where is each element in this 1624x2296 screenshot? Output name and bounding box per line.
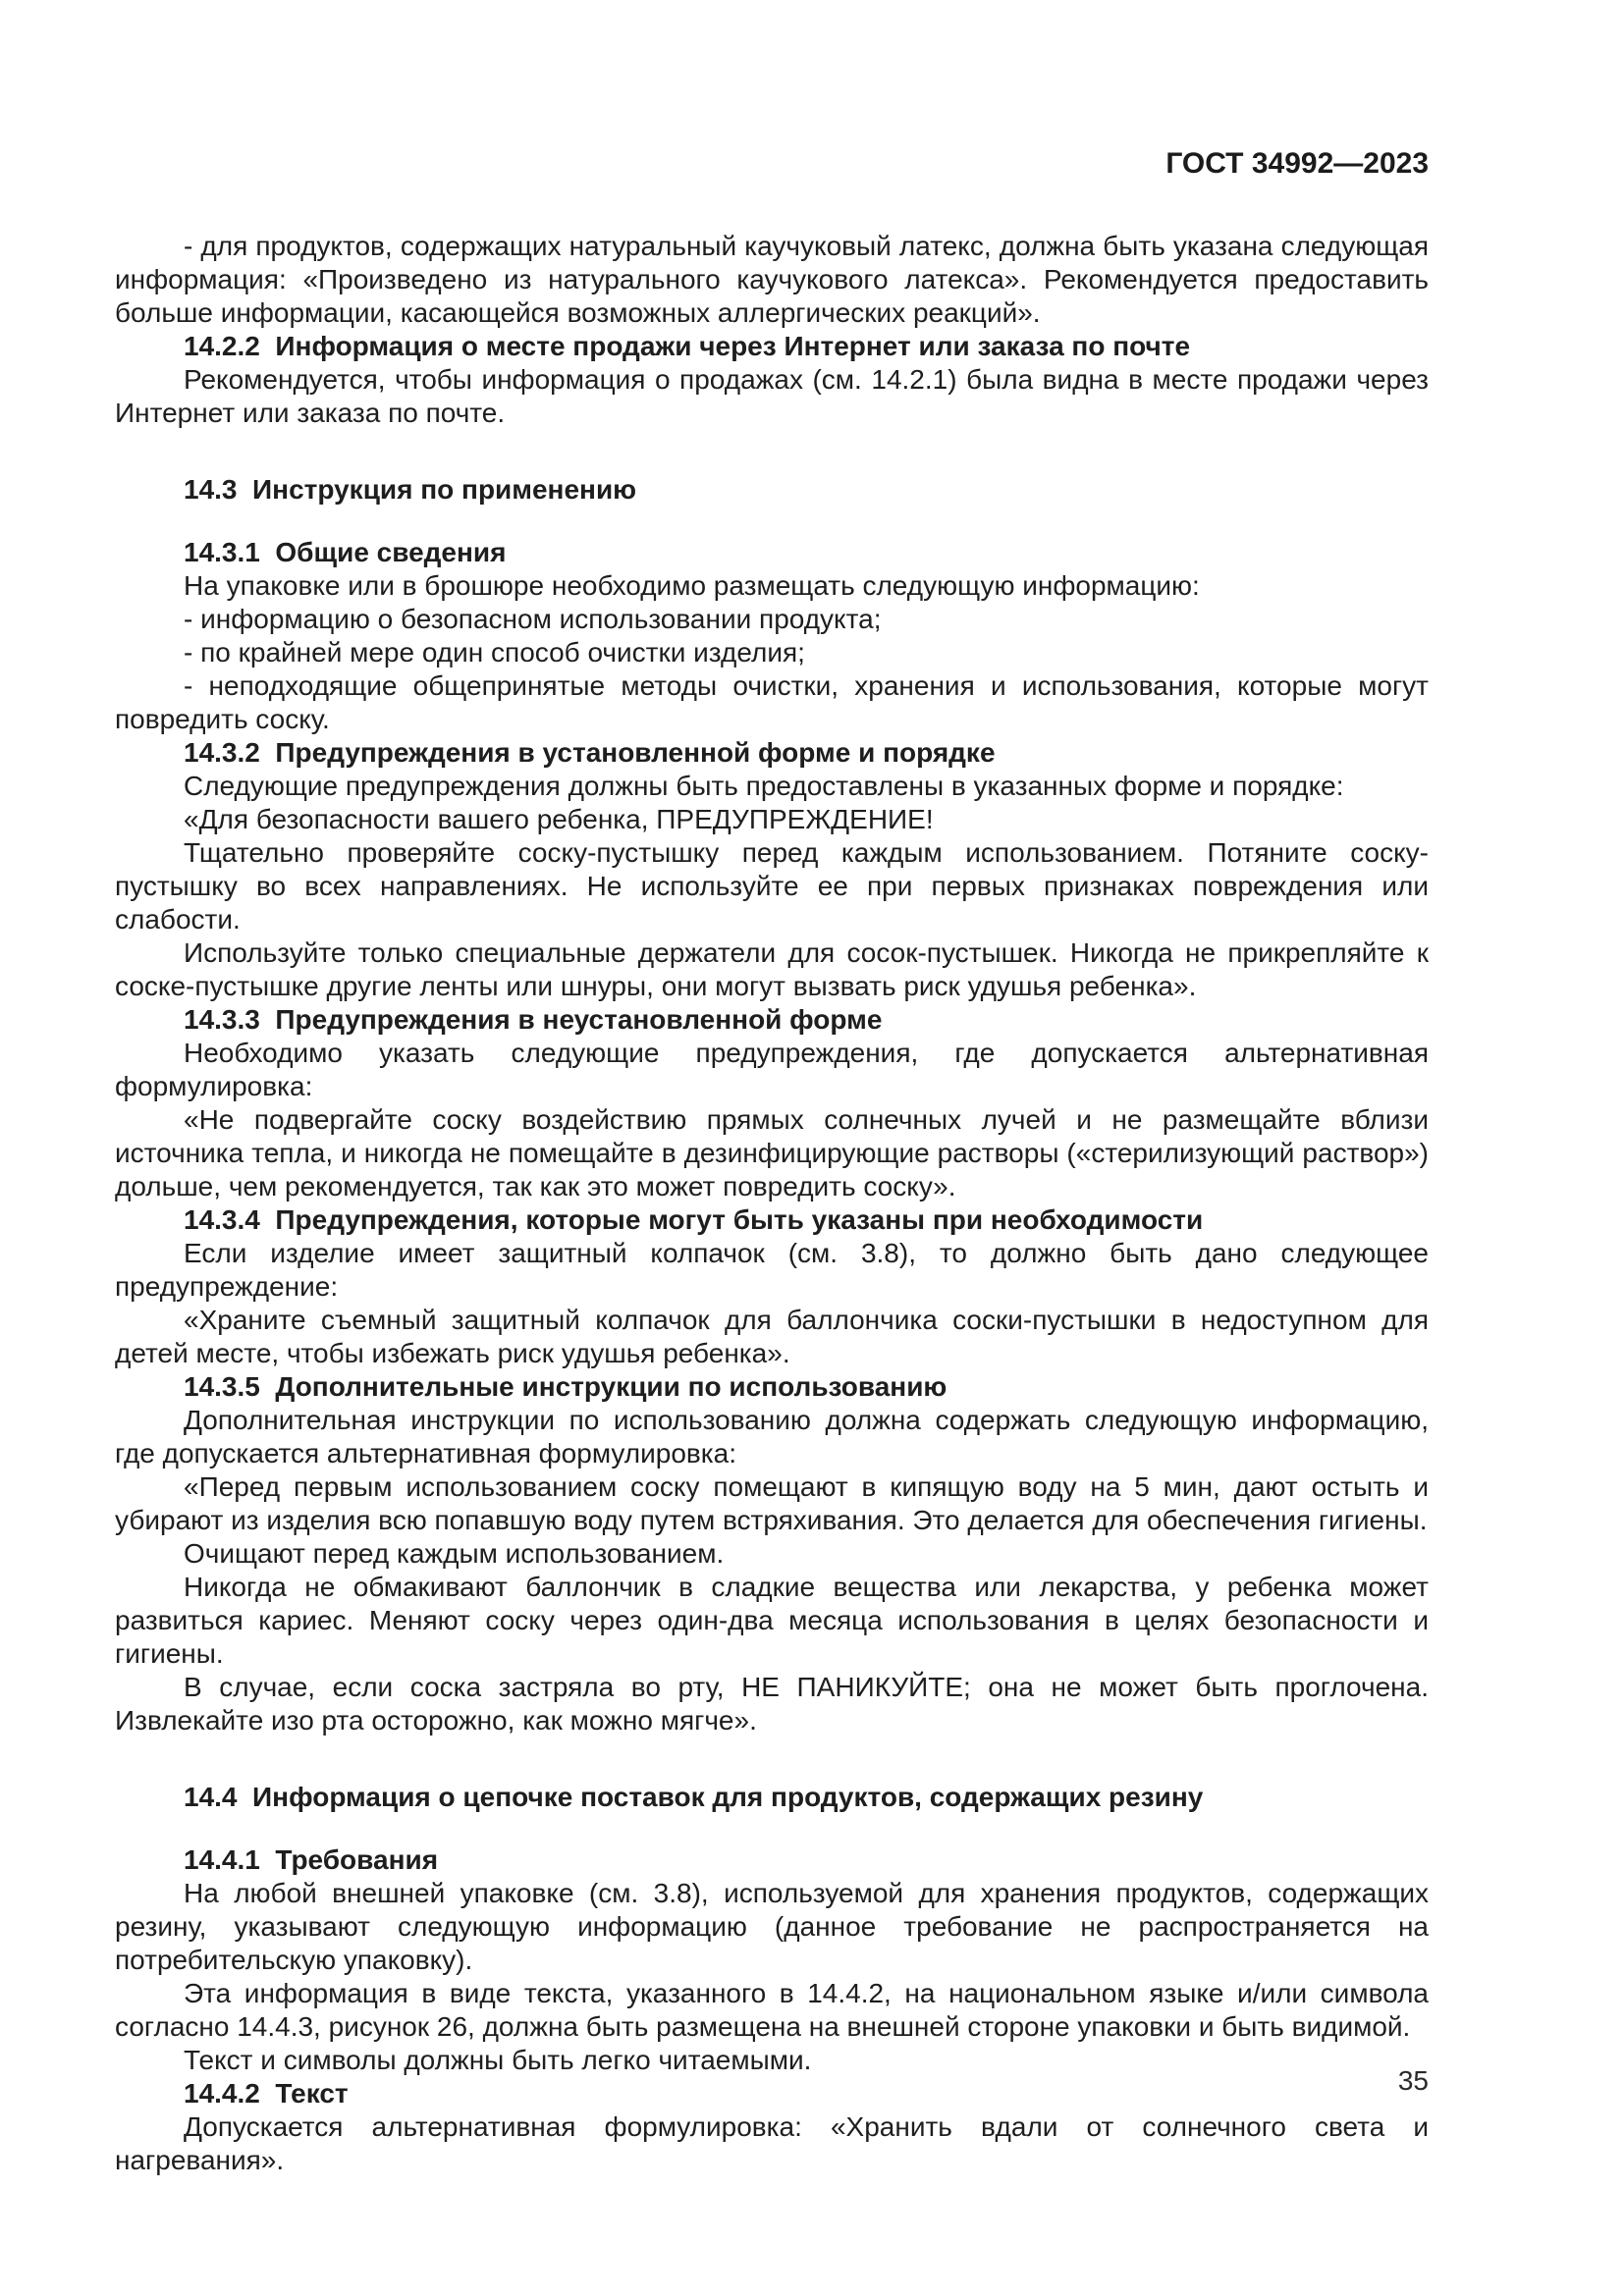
list-item-unsuitable-methods: - неподходящие общепринятые методы очистки, хранения и использования, которые могут повредить соску. [115,670,1429,734]
paragraph-14-2-2: Рекомендуется, чтобы информация о продажах (см. 14.2.1) была видна в месте продажи через Интернет или заказа по почте. [115,364,1429,428]
paragraph-warning-attention: «Для безопасности вашего ребенка, ПРЕДУПРЕЖДЕНИЕ! [184,804,934,834]
paragraph-instruction-stuck: В случае, если соска застряла во рту, НЕ ПАНИКУЙТЕ; она не может быть проглочена. Извлекайте изо рта осторожно, как можно мягче». [115,1672,1429,1735]
paragraph-14-3-5-intro: Дополнительная инструкции по использованию должна содержать следующую информацию, где допускается альтернативная формулировка: [115,1405,1429,1468]
heading-14-4: 14.4 Информация о цепочке поставок для продуктов, содержащих резину [184,1782,1204,1812]
paragraph-warning-cap: «Храните съемный защитный колпачок для баллончика соски-пустышки в недоступном для детей месте, чтобы избежать риск удушья ребенка». [115,1305,1429,1368]
paragraph-latex-info: - для продуктов, содержащих натуральный каучуковый латекс, должна быть указана следующая информация: «Произведено из натурального каучукового латекса». Рекомендуется предоставить больше информации, касающейся возможных аллергических реакций». [115,231,1429,328]
paragraph-14-4-2-wording: Допускается альтернативная формулировка: «Хранить вдали от солнечного света и нагревания». [115,2111,1429,2175]
paragraph-14-4-1-outer-packaging: На любой внешней упаковке (см. 3.8), используемой для хранения продуктов, содержащих резину, указывают следующую информацию (данное требование не распространяется на потребительскую упаковку). [115,1878,1429,1975]
paragraph-14-4-1-text-symbol: Эта информация в виде текста, указанного в 14.4.2, на национальном языке и/или символа согласно 14.4.3, рисунок 26, должна быть размещена на внешней стороне упаковки и быть видимой. [115,1978,1429,2042]
list-item-safe-use: - информацию о безопасном использовании продукта; [184,604,882,634]
list-item-cleaning-method: - по крайней мере один способ очистки изделия; [184,637,805,667]
heading-14-3-3: 14.3.3 Предупреждения в неустановленной форме [184,1004,883,1035]
paragraph-14-3-2-intro: Следующие предупреждения должны быть предоставлены в указанных форме и порядке: [184,771,1344,801]
heading-14-3-1: 14.3.1 Общие сведения [184,537,507,567]
paragraph-warning-holders: Используйте только специальные держатели для сосок-пустышек. Никогда не прикрепляйте к соске-пустышке другие ленты или шнуры, они могут вызвать риск удушья ребенка». [115,937,1429,1001]
paragraph-instruction-clean: Очищают перед каждым использованием. [184,1538,725,1569]
heading-14-3-2: 14.3.2 Предупреждения в установленной форме и порядке [184,737,996,768]
document-code: ГОСТ 34992—2023 [1165,147,1429,180]
page-number: 35 [1397,2065,1429,2096]
paragraph-14-3-1-intro: На упаковке или в брошюре необходимо размещать следующую информацию: [184,570,1200,601]
paragraph-instruction-boiling: «Перед первым использованием соску помещают в кипящую воду на 5 мин, дают остыть и убирают из изделия всю попавшую воду путем встряхивания. Это делается для обеспечения гигиены. [115,1471,1429,1535]
paragraph-instruction-no-sweets: Никогда не обмакивают баллончик в сладкие вещества или лекарства, у ребенка может развиться кариес. Меняют соску через один-два месяца использования в целях безопасности и гигиены. [115,1572,1429,1669]
heading-14-2-2: 14.2.2 Информация о месте продажи через Интернет или заказа по почте [184,331,1191,361]
heading-14-3: 14.3 Инструкция по применению [184,474,637,505]
heading-14-3-4: 14.3.4 Предупреждения, которые могут быть указаны при необходимости [184,1204,1204,1235]
heading-14-4-1: 14.4.1 Требования [184,1844,439,1875]
paragraph-14-3-4-intro: Если изделие имеет защитный колпачок (см. 3.8), то должно быть дано следующее предупреждение: [115,1238,1429,1302]
document-body [115,230,1429,2177]
paragraph-warning-sunlight: «Не подвергайте соску воздействию прямых солнечных лучей и не размещайте вблизи источника тепла, и никогда не помещайте в дезинфицирующие растворы («стерилизующий раствор») дольше, чем рекомендуется, так как это может повредить соску». [115,1104,1429,1201]
paragraph-14-3-3-intro: Необходимо указать следующие предупреждения, где допускается альтернативная формулировка: [115,1038,1429,1101]
heading-14-4-2: 14.4.2 Текст [184,2078,349,2109]
heading-14-3-5: 14.3.5 Дополнительные инструкции по использованию [184,1371,947,1402]
paragraph-14-4-1-legible: Текст и символы должны быть легко читаемыми. [184,2045,812,2075]
paragraph-warning-check: Тщательно проверяйте соску-пустышку перед каждым использованием. Потяните соску-пустышку во всех направлениях. Не используйте ее при первых признаках повреждения или слабости. [115,837,1429,934]
